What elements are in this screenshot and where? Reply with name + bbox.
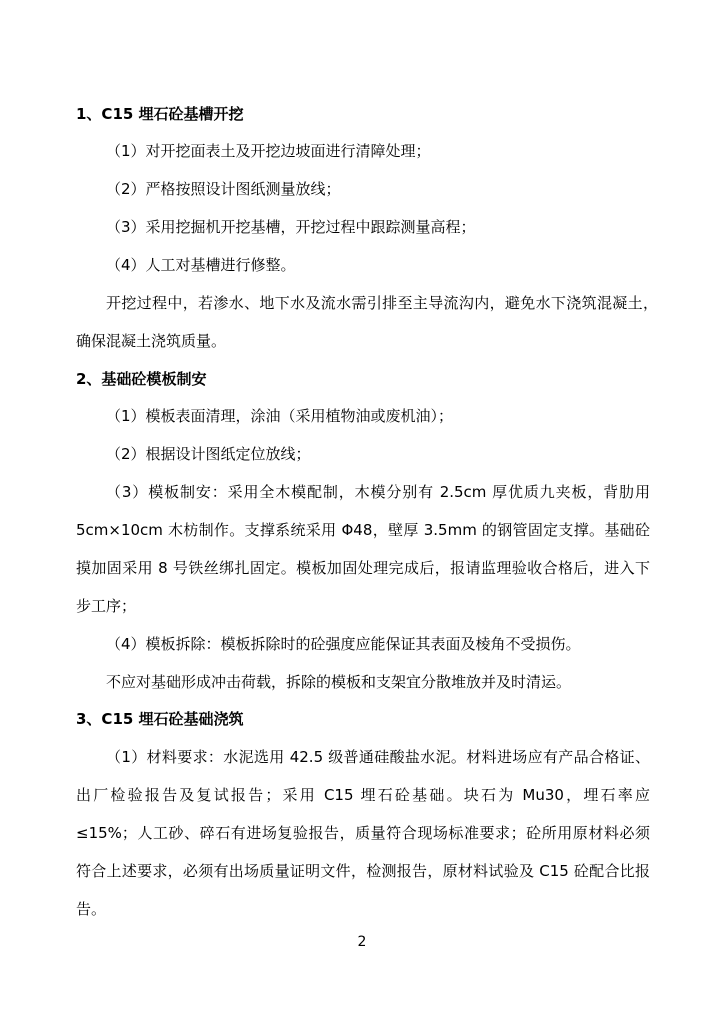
section-1-line-2: （2）严格按照设计图纸测量放线； (106, 180, 341, 198)
section-2-line-3: （3）模板制安：采用全木模配制，木模分别有 2.5cm 厚优质九夹板，背肋用 (106, 483, 650, 501)
section-3-line-4: 符合上述要求，必须有出场质量证明文件，检测报告，原材料试验及 C15 砼配合比报 (76, 862, 650, 880)
section-1-line-3: （3）采用挖掘机开挖基槽，开挖过程中跟踪测量高程； (106, 218, 476, 236)
section-2-line-7: （4）模板拆除：模板拆除时的砼强度应能保证其表面及棱角不受损伤。 (106, 635, 581, 653)
section-2-line-6: 步工序； (76, 597, 137, 615)
section-2-line-5: 摸加固采用 8 号铁丝绑扎固定。模板加固处理完成后，报请监理验收合格后，进入下 (76, 559, 650, 577)
section-1-heading: 1、C15 埋石砼基槽开挖 (76, 105, 244, 123)
section-3-line-5: 告。 (76, 900, 107, 918)
page-number: 2 (357, 934, 367, 950)
section-1-paragraph-line-2: 确保混凝土浇筑质量。 (76, 332, 227, 350)
section-2-line-1: （1）模板表面清理，涂油（采用植物油或废机油）； (106, 407, 454, 425)
section-3-line-3: ≤15%；人工砂、碎石有进场复验报告，质量符合现场标准要求；砼所用原材料必须 (76, 824, 650, 842)
section-2-line-8: 不应对基础形成冲击荷载，拆除的模板和支架宜分散堆放并及时清运。 (106, 673, 572, 691)
section-1-paragraph-line-1: 开挖过程中，若渗水、地下水及流水需引排至主导流沟内，避免水下浇筑混凝土， (106, 294, 658, 312)
section-2-line-2: （2）根据设计图纸定位放线； (106, 445, 311, 463)
section-2-line-4: 5cm×10cm 木枋制作。支撑系统采用 Φ48，壁厚 3.5mm 的钢管固定支撑。基础砼 (76, 521, 650, 539)
section-1-line-4: （4）人工对基槽进行修整。 (106, 256, 296, 274)
section-2-heading: 2、基础砼模板制安 (76, 370, 207, 388)
section-3-heading: 3、C15 埋石砼基础浇筑 (76, 710, 244, 728)
section-3-line-1: （1）材料要求：水泥选用 42.5 级普通硅酸盐水泥。材料进场应有产品合格证、 (106, 748, 650, 766)
section-1-line-1: （1）对开挖面表土及开挖边坡面进行清障处理； (106, 142, 431, 160)
section-3-line-2: 出厂检验报告及复试报告；采用 C15 埋石砼基础。块石为 Mu30，埋石率应 (76, 786, 650, 804)
